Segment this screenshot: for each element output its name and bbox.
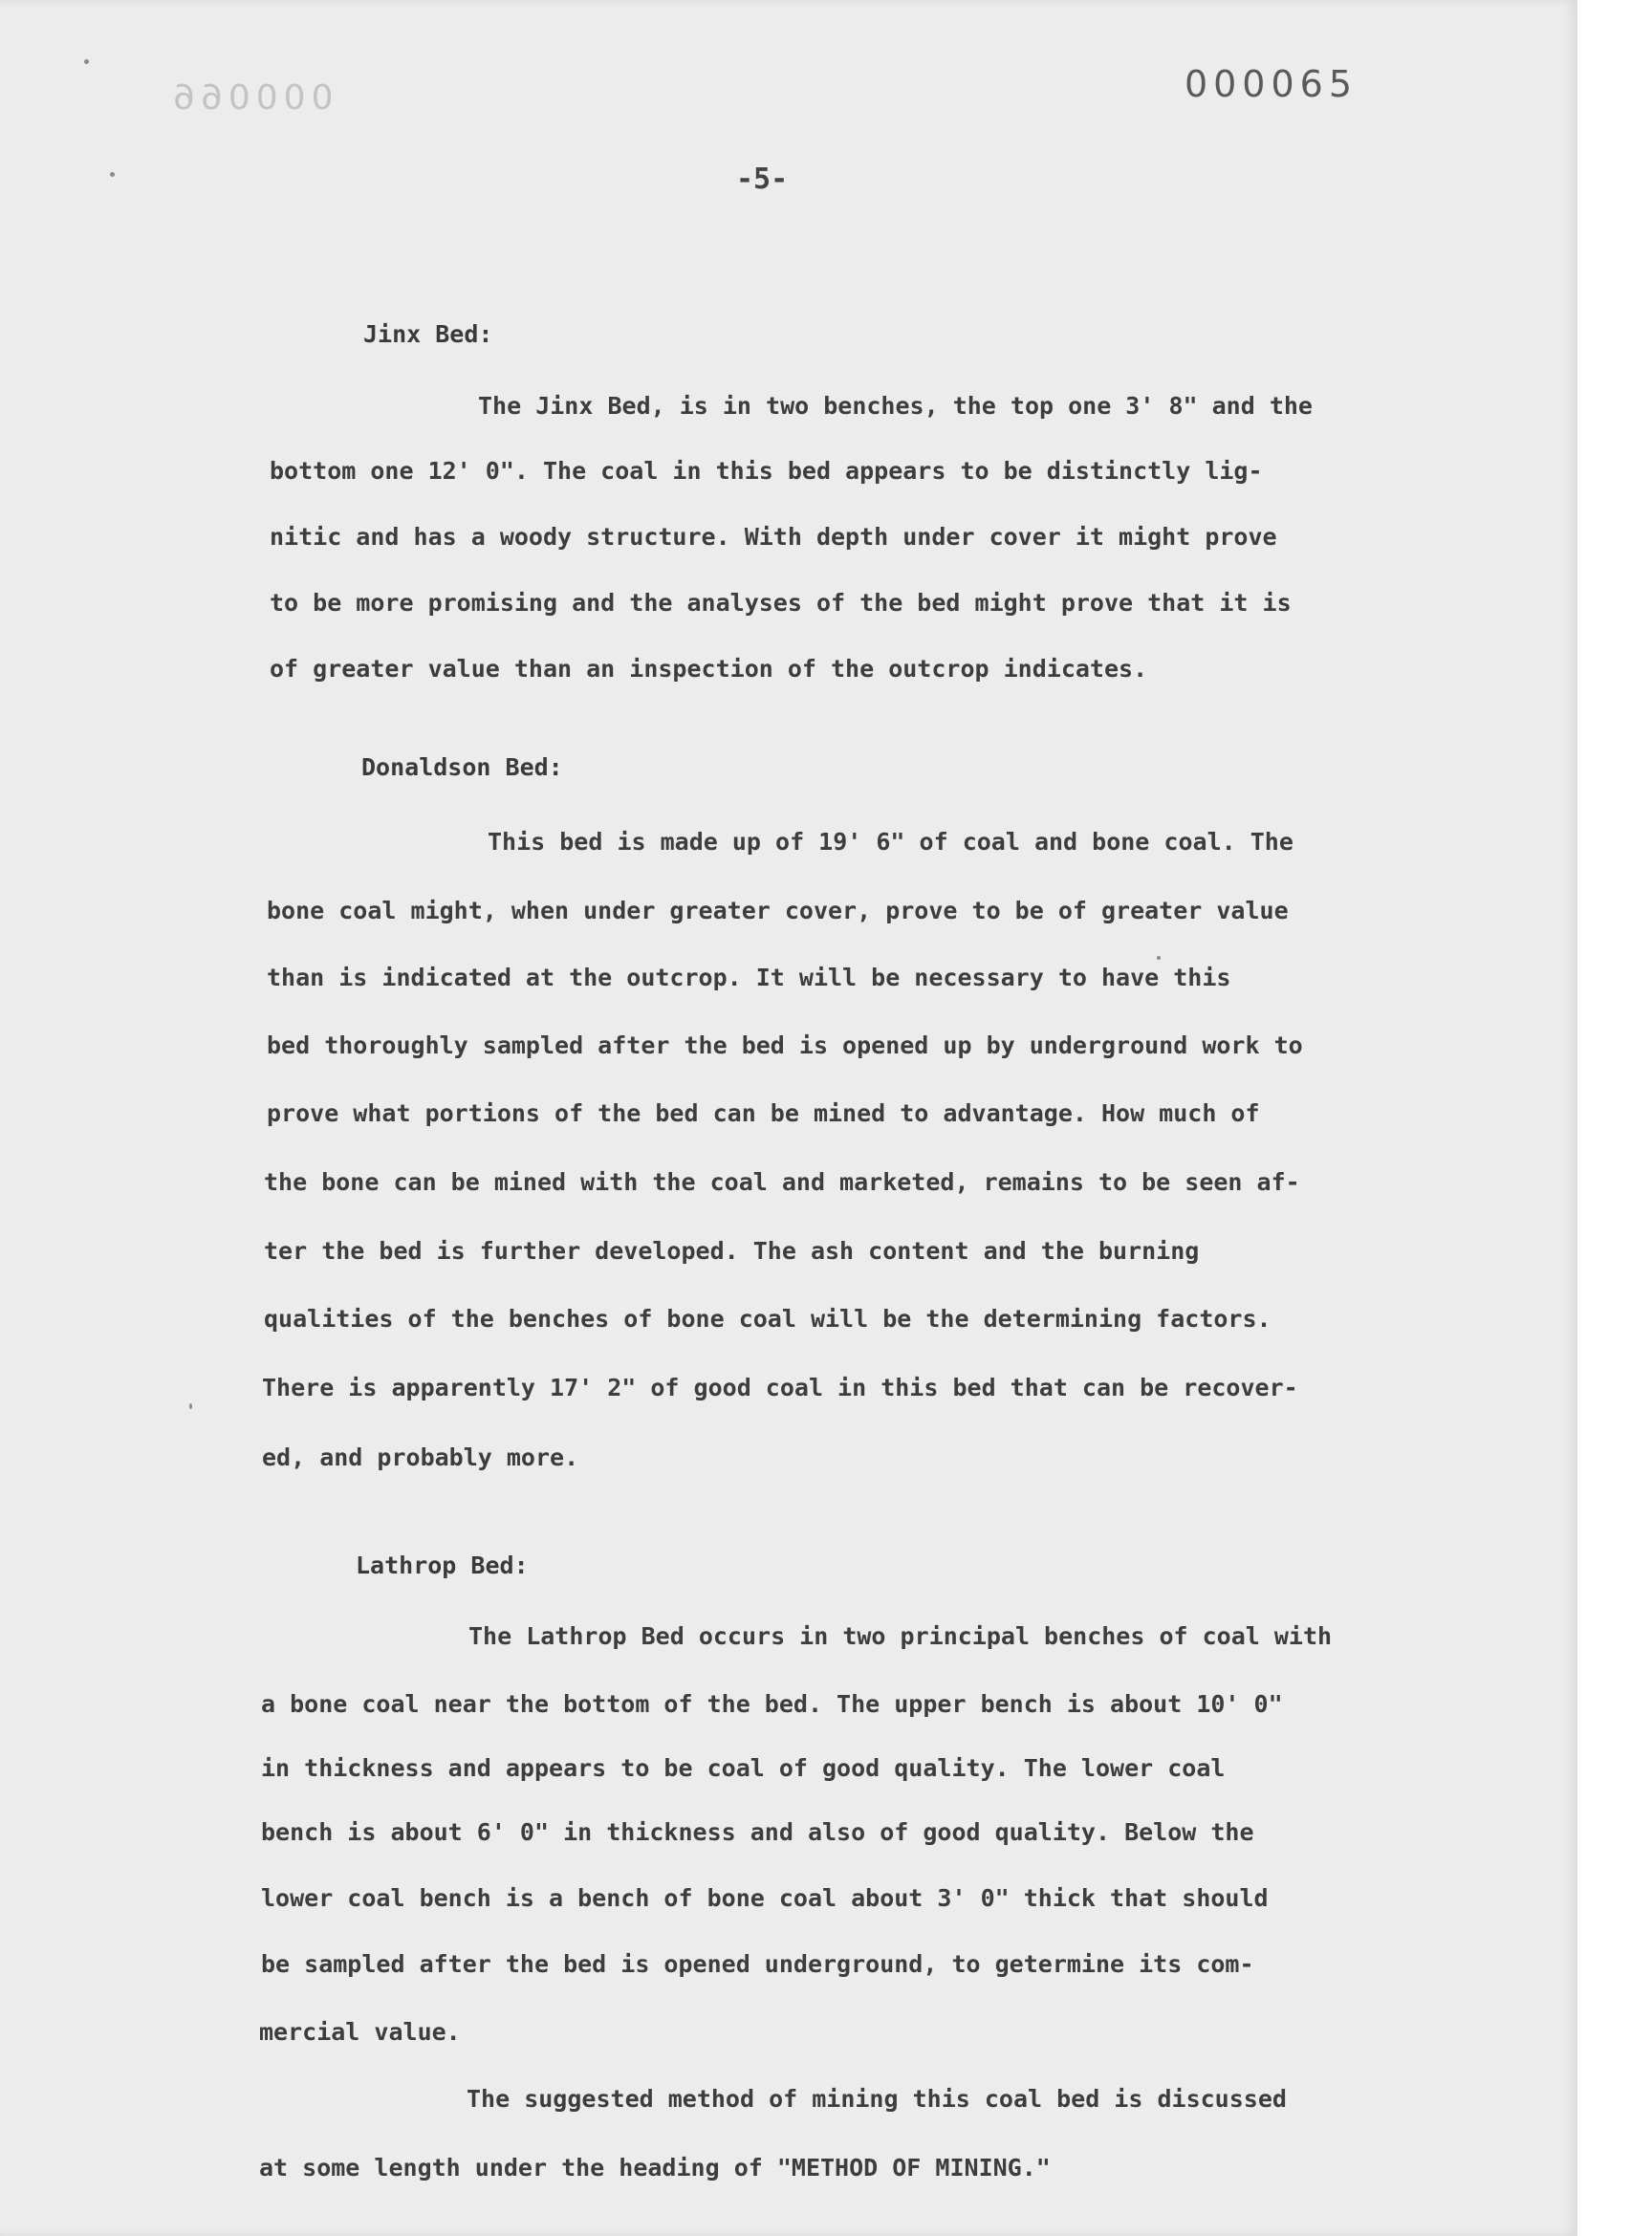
paragraph-line: ed, and probably more. — [262, 1444, 579, 1471]
paragraph-line: lower coal bench is a bench of bone coal about 3' 0" thick that should — [261, 1884, 1269, 1912]
paragraph-line: The Jinx Bed, is in two benches, the top one 3' 8" and the — [478, 392, 1313, 420]
paragraph-line: bottom one 12' 0". The coal in this bed appears to be distinctly lig- — [270, 457, 1263, 485]
dust-speck — [189, 1403, 192, 1409]
paragraph-line: a bone coal near the bottom of the bed. The upper bench is about 10' 0" — [261, 1690, 1283, 1718]
section-heading-lathrop: Lathrop Bed: — [356, 1552, 529, 1579]
paragraph-line: the bone can be mined with the coal and marketed, remains to be seen af- — [264, 1168, 1300, 1196]
paragraph-line: ter the bed is further developed. The ash content and the burning — [264, 1237, 1200, 1265]
dust-speck — [110, 172, 115, 177]
paragraph-line: at some length under the heading of "METHOD OF MINING." — [259, 2154, 1051, 2182]
section-heading-jinx: Jinx Bed: — [363, 320, 493, 348]
faint-page-stamp: 000066 — [167, 78, 334, 118]
paragraph-line: nitic and has a woody structure. With depth under cover it might prove — [270, 523, 1277, 551]
paragraph-line: to be more promising and the analyses of the bed might prove that it is — [270, 589, 1292, 617]
paragraph-line: bench is about 6' 0" in thickness and also of good quality. Below the — [261, 1818, 1254, 1846]
paragraph-line: The suggested method of mining this coal bed is discussed — [467, 2085, 1287, 2113]
paragraph-line: bed thoroughly sampled after the bed is opened up by underground work to — [267, 1031, 1303, 1059]
paragraph-line: The Lathrop Bed occurs in two principal benches of coal with — [468, 1622, 1333, 1650]
paragraph-line: This bed is made up of 19' 6" of coal and bone coal. The — [488, 828, 1293, 856]
section-heading-donaldson: Donaldson Bed: — [361, 753, 563, 781]
paragraph-line: There is apparently 17' 2" of good coal in this bed that can be recover- — [262, 1374, 1298, 1401]
paragraph-line: than is indicated at the outcrop. It will be necessary to have this — [267, 964, 1231, 991]
paragraph-line: qualities of the benches of bone coal will be the determining factors. — [264, 1305, 1272, 1333]
paragraph-line: in thickness and appears to be coal of good quality. The lower coal — [261, 1754, 1226, 1782]
page-number: -5- — [736, 163, 789, 196]
paragraph-line: mercial value. — [259, 2018, 461, 2046]
dust-speck — [84, 59, 89, 64]
paragraph-line: bone coal might, when under greater cover, prove to be of greater value — [267, 897, 1289, 924]
paragraph-line: of greater value than an inspection of the outcrop indicates. — [270, 655, 1148, 683]
dust-speck — [1157, 956, 1161, 960]
paragraph-line: be sampled after the bed is opened underground, to getermine its com- — [261, 1950, 1254, 1978]
paragraph-line: prove what portions of the bed can be mined to advantage. How much of — [267, 1099, 1260, 1127]
page-stamp-number: 000065 — [1184, 63, 1358, 105]
